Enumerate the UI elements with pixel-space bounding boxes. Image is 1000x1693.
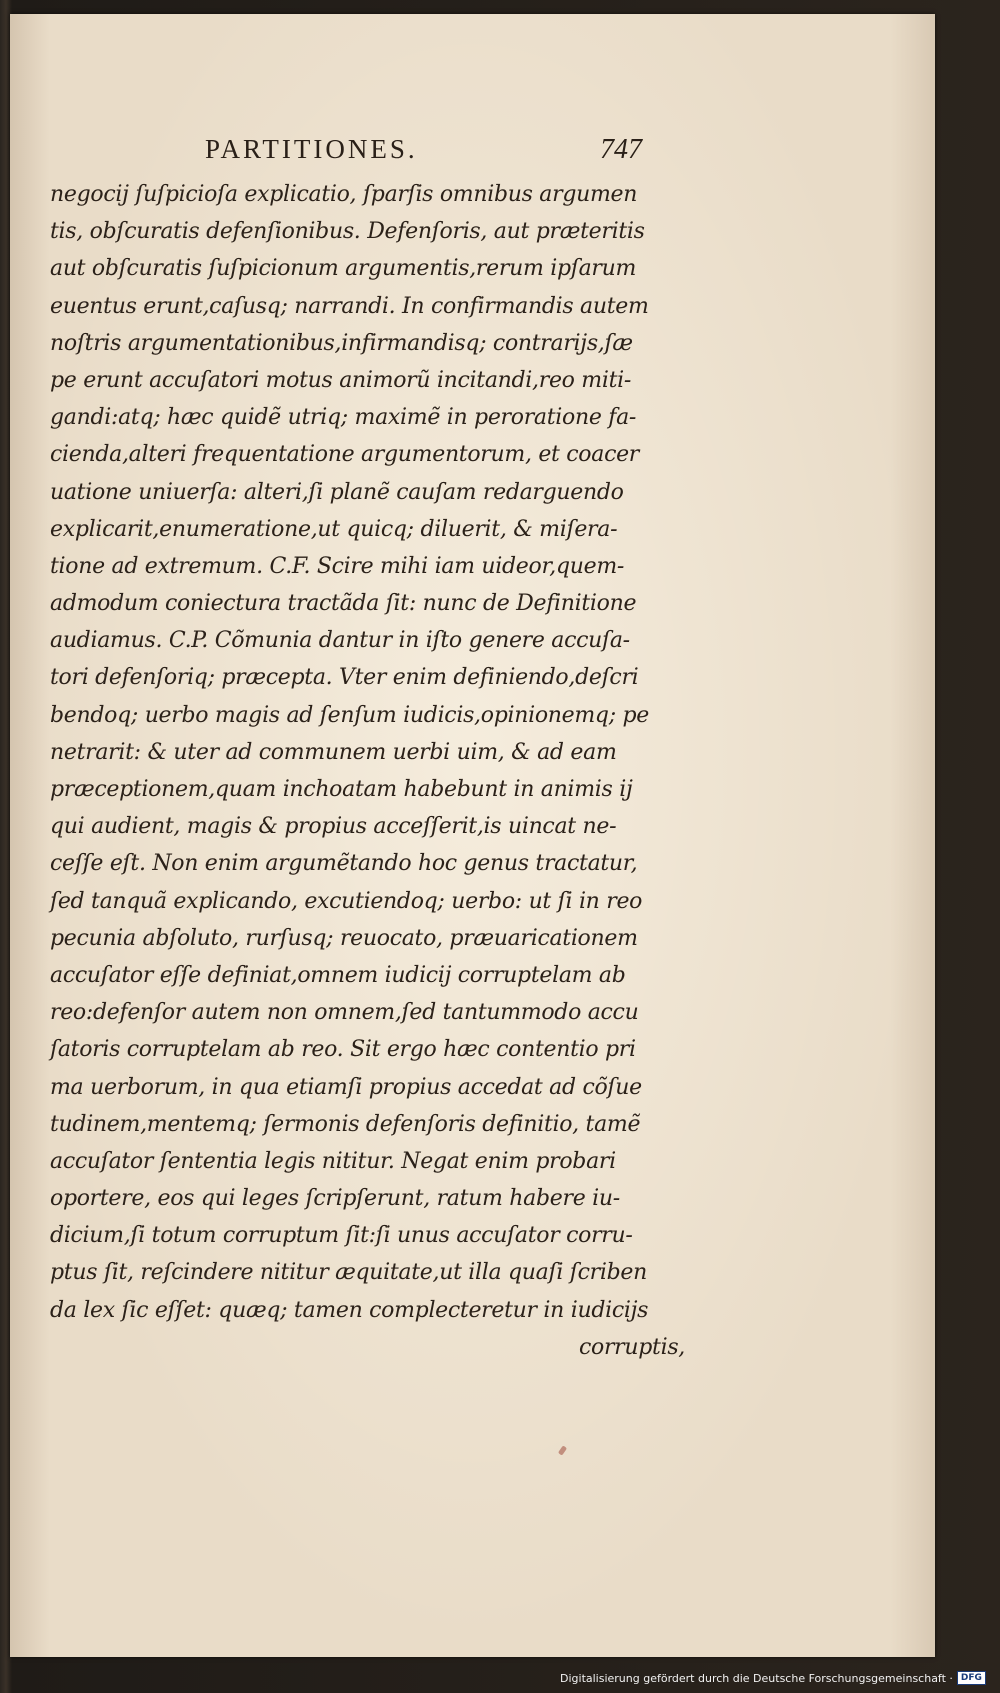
- text-line: tudinem,mentemq; ſermonis defenſoris definitio, tamẽ: [50, 1111, 641, 1137]
- text-line: cienda,alteri frequentatione argumentorum, et coacer: [50, 442, 640, 468]
- text-line: pecunia abſoluto, rurſusq; reuocato, præuaricationem: [50, 925, 638, 951]
- text-line: ſed tanquã explicando, excutiendoq; uerbo: ut ſi in reo: [50, 888, 643, 914]
- text-line: qui audient, magis & propius acceſſerit,is uincat ne-: [50, 814, 617, 840]
- text-line: pe erunt accuſatori motus animorũ incitandi,reo miti-: [50, 367, 632, 393]
- text-line: reo:defenſor autem non omnem,ſed tantummodo accu: [50, 1000, 639, 1026]
- text-line: bendoq; uerbo magis ad ſenſum iudicis,opinionemq; pe: [50, 702, 650, 728]
- text-line: tori defenſoriq; præcepta. Vter enim definiendo,deſcri: [50, 665, 639, 691]
- text-line: oportere, eos qui leges ſcripſerunt, ratum habere iu-: [50, 1186, 620, 1212]
- text-line: ptus ſit, reſcindere nititur æquitate,ut illa quaſi ſcriben: [50, 1260, 647, 1286]
- text-line: præceptionem,quam inchoatam habebunt in animis ij: [50, 777, 633, 802]
- text-line: tione ad extremum. C.F. Scire mihi iam uideor,quem-: [50, 553, 625, 579]
- text-line: gandi:atq; hæc quidẽ utriq; maximẽ in peroratione fa-: [50, 405, 637, 431]
- text-line: uatione uniuerſa: alteri,ſi planẽ cauſam redarguendo: [50, 479, 624, 505]
- body-text: [50, 176, 685, 1366]
- text-line: ceſſe eſt. Non enim argumẽtando hoc genus tractatur,: [50, 851, 638, 877]
- text-line: negocij ſuſpicioſa explicatio, ſparſis omnibus argumen: [50, 182, 638, 207]
- text-line: tis, obſcuratis defenſionibus. Defenſoris, aut præteritis: [50, 219, 645, 245]
- text-line: ma uerborum, in qua etiamſi propius accedat ad cõſue: [50, 1074, 642, 1100]
- ink-spot: [558, 1445, 567, 1455]
- text-line: dicium,ſi totum corruptum ſit:ſi unus accuſator corru-: [50, 1223, 633, 1249]
- text-line: da lex ſic eſſet: quæq; tamen complecteretur in iudicijs: [50, 1297, 649, 1323]
- text-line: euentus erunt,caſusq; narrandi. In confirmandis autem: [50, 293, 649, 319]
- text-line: noſtris argumentationibus,infirmandisq; contrarijs,ſæ: [50, 330, 633, 356]
- text-line: netrarit: & uter ad communem uerbi uim, & ad eam: [50, 739, 617, 765]
- text-line: accuſator ſententia legis nititur. Negat enim probari: [50, 1148, 616, 1174]
- footer-credit: Digitalisierung gefördert durch die Deutsche Forschungsgemeinschaft ·: [560, 1671, 953, 1685]
- page-header: [10, 134, 935, 174]
- page-number: 747: [600, 134, 642, 165]
- catchword: corruptis,: [578, 1334, 685, 1360]
- text-line: explicarit,enumeratione,ut quicq; diluerit, & miſera-: [50, 516, 618, 542]
- text-line: admodum coniectura tractãda ſit: nunc de Definitione: [50, 591, 637, 617]
- running-title: PARTITIONES.: [205, 134, 418, 164]
- dfg-logo-icon: DFG: [957, 1671, 986, 1685]
- text-line: accuſator eſſe definiat,omnem iudicij corruptelam ab: [50, 962, 626, 988]
- book-page: [10, 14, 935, 1657]
- text-line: audiamus. C.P. Cõmunia dantur in iſto genere accuſa-: [50, 628, 630, 654]
- text-line: ſatoris corruptelam ab reo. Sit ergo hæc contentio pri: [50, 1037, 636, 1063]
- digitization-footer: [560, 1668, 986, 1688]
- text-line: aut obſcuratis ſuſpicionum argumentis,rerum ipſarum: [50, 256, 637, 282]
